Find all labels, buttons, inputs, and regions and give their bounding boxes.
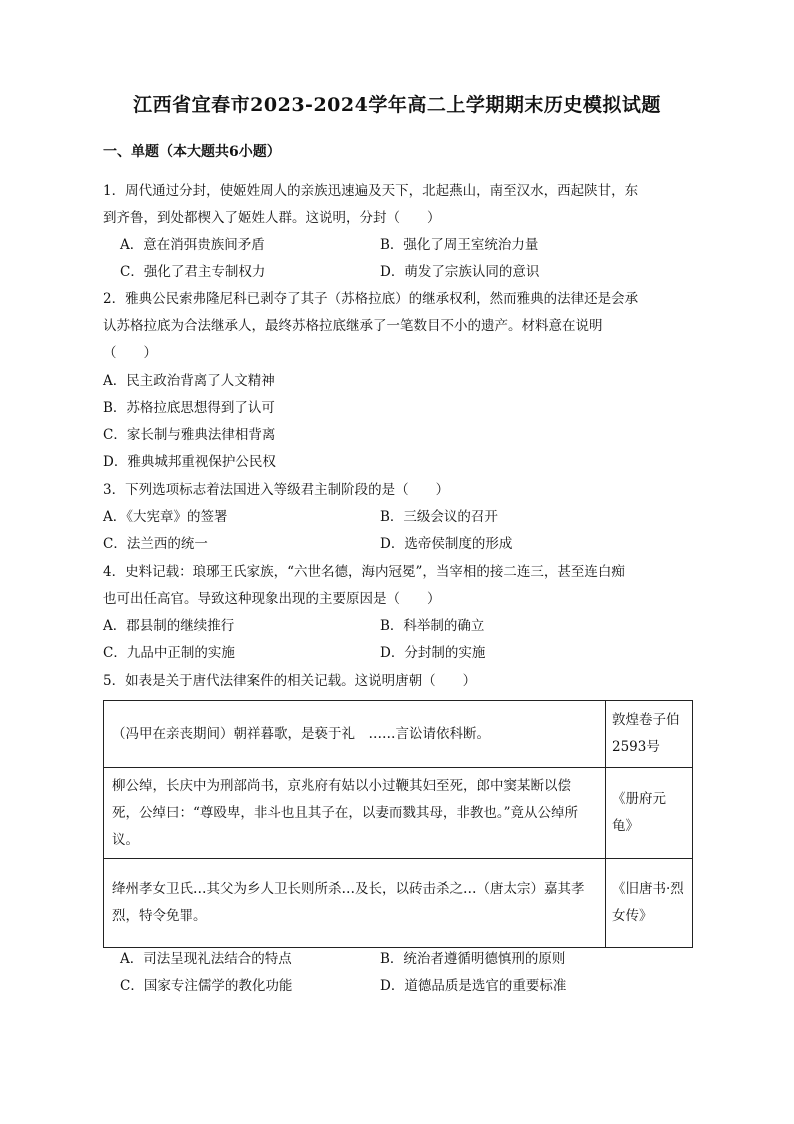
question-1-line-2: 到齐鲁，到处都楔入了姬姓人群。这说明，分封（ ） — [103, 210, 441, 226]
question-1-option-c[interactable]: C．强化了君主专制权力 — [120, 264, 266, 280]
question-5-option-a[interactable]: A．司法呈现礼法结合的特点 — [120, 951, 292, 967]
record-source: 《册府元龟》 — [606, 768, 693, 859]
question-3-option-b[interactable]: B．三级会议的召开 — [380, 509, 498, 525]
question-1-option-d[interactable]: D．萌发了宗族认同的意识 — [380, 264, 540, 280]
table-row — [104, 701, 693, 768]
question-5-option-b[interactable]: B．统治者遵循明德慎刑的原则 — [380, 951, 566, 967]
question-2-line-3: （ ） — [103, 345, 157, 361]
record-text: （冯甲在亲丧期间）朝祥暮歌，是亵于礼 ……言讼请依科断。 — [104, 701, 606, 768]
question-2-option-a[interactable]: A．民主政治背离了人文精神 — [103, 373, 275, 389]
question-4-line-1: 4．史料记载：琅琊王氏家族，“六世名德，海内冠冕”，当宰相的接二连三，甚至连白痴 — [103, 564, 625, 580]
question-3-option-c[interactable]: C．法兰西的统一 — [103, 536, 208, 552]
record-text: 柳公绰，长庆中为刑部尚书，京兆府有姑以小过鞭其妇至死，郎中窦某断以偿死，公绰曰：“尊殴卑，非斗也且其子在，以妻而戮其母，非教也。”竟从公绰所议。 — [104, 768, 606, 859]
question-4-line-2: 也可出任高官。导致这种现象出现的主要原因是（ ） — [103, 591, 441, 607]
record-text: 绛州孝女卫氏…其父为乡人卫长则所杀…及长，以砖击杀之…（唐太宗）嘉其孝烈，特令免罪。 — [104, 859, 606, 948]
table-row — [104, 768, 693, 859]
record-source: 敦煌卷子伯2593号 — [606, 701, 693, 768]
page-title: 江西省宜春市2023-2024学年高二上学期期末历史模拟试题 — [133, 94, 661, 116]
question-2-option-b[interactable]: B．苏格拉底思想得到了认可 — [103, 400, 275, 416]
question-1-option-a[interactable]: A．意在消弭贵族间矛盾 — [120, 237, 265, 253]
question-4-option-b[interactable]: B．科举制的确立 — [380, 618, 485, 634]
case-records-table — [103, 700, 693, 948]
question-5-option-d[interactable]: D．道德品质是选官的重要标准 — [380, 978, 567, 994]
question-3-option-d[interactable]: D．选帝侯制度的形成 — [380, 536, 513, 552]
question-2-line-1: 2．雅典公民索弗隆尼科已剥夺了其子（苏格拉底）的继承权利，然而雅典的法律还是会承 — [103, 291, 639, 307]
question-2-line-2: 认苏格拉底为合法继承人，最终苏格拉底继承了一笔数目不小的遗产。材料意在说明 — [103, 318, 603, 334]
question-2-option-c[interactable]: C．家长制与雅典法律相背离 — [103, 427, 276, 443]
table-row — [104, 859, 693, 948]
question-5-option-c[interactable]: C．国家专注儒学的教化功能 — [120, 978, 293, 994]
record-source: 《旧唐书·烈女传》 — [606, 859, 693, 948]
question-3-option-a[interactable]: A．《大宪章》的签署 — [103, 509, 228, 525]
question-1-option-b[interactable]: B．强化了周王室统治力量 — [380, 237, 539, 253]
question-4-option-d[interactable]: D．分封制的实施 — [380, 645, 486, 661]
question-4-option-c[interactable]: C．九品中正制的实施 — [103, 645, 235, 661]
section-heading: 一、单题（本大题共6小题） — [103, 144, 281, 160]
question-2-option-d[interactable]: D．雅典城邦重视保护公民权 — [103, 454, 276, 470]
question-1-line-1: 1．周代通过分封，使姬姓周人的亲族迅速遍及天下，北起燕山，南至汉水，西起陕甘，东 — [103, 183, 639, 199]
question-4-option-a[interactable]: A．郡县制的继续推行 — [103, 618, 235, 634]
question-3-line-1: 3．下列选项标志着法国进入等级君主制阶段的是（ ） — [103, 482, 450, 498]
question-5-line-1: 5．如表是关于唐代法律案件的相关记载。这说明唐朝（ ） — [103, 673, 477, 689]
